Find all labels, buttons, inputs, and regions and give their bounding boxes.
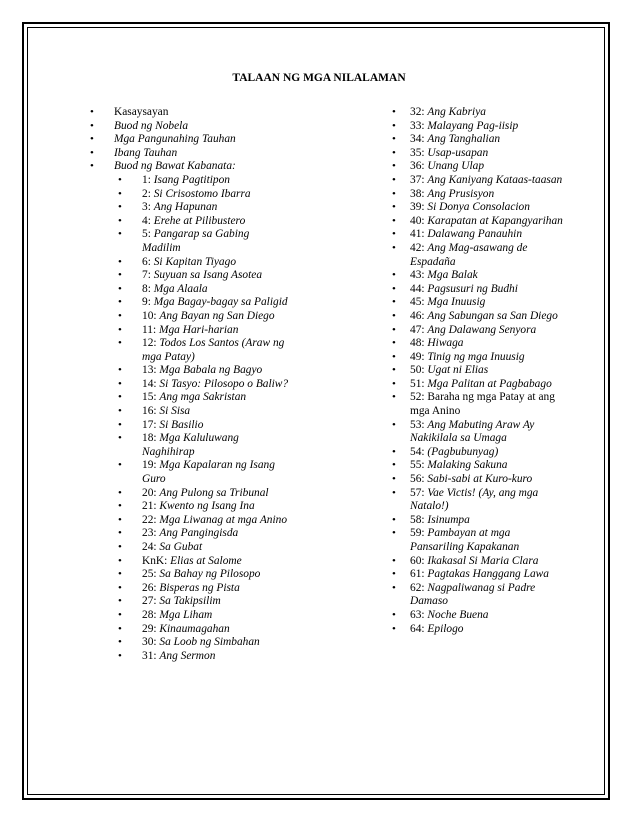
toc-entry-title: Pagsusuri ng Budhi [427,282,518,295]
toc-entry [390,609,565,623]
toc-entry-title: Kwento ng Isang Ina [159,500,255,513]
toc-entry-title: Malayang Pag-iisip [427,119,519,132]
toc-entry-title: Suyuan sa Isang Asotea [153,269,263,282]
toc-entry-number: 41: [410,228,425,241]
toc-entry-title: Ikakasal Si Maria Clara [427,554,539,567]
toc-entry [390,120,565,134]
toc-entry-title: Buod ng Bawat Kabanata: [114,160,236,173]
toc-entry-title: Dalawang Panauhin [427,228,523,241]
toc-entry-title: Mga Pangunahing Tauhan [114,133,236,146]
toc-entry-number: 23: [142,527,157,540]
toc-entry-number: 56: [410,473,425,486]
toc-entry-title: Buod ng Nobela [114,119,189,132]
toc-entry-number: 63: [410,608,425,621]
toc-entry-title: Ang Pangingisda [159,527,239,540]
toc-entry-title: Unang Ulap [427,160,485,173]
toc-entry-number: 9: [142,296,151,309]
toc-entry-title: Todos Los Santos (Araw ng mga Patay) [142,337,285,363]
toc-entry [90,120,290,134]
toc-entry-number: KnK: [142,554,168,567]
toc-entry-number: 38: [410,187,425,200]
toc-left-column [90,106,290,663]
toc-entry [390,582,565,609]
toc-entry [390,514,565,528]
toc-entry-number: 11: [142,323,157,336]
toc-entry-title: Si Kapitan Tiyago [153,255,237,268]
toc-entry [390,527,565,554]
toc-entry [90,419,290,433]
toc-entry [90,228,290,255]
toc-entry-number: 60: [410,554,425,567]
toc-entry-number: 1: [142,173,151,186]
toc-entry-number: 49: [410,350,425,363]
toc-entry [90,106,290,120]
toc-entry-number: 30: [142,636,157,649]
toc-entry-title: Ang Dalawang Senyora [427,323,537,336]
toc-entry-title: (Pagbubunyag) [427,445,499,458]
toc-entry-number: 17: [142,418,157,431]
toc-entry [390,459,565,473]
toc-entry [390,310,565,324]
toc-entry [90,337,290,364]
toc-entry-number: 3: [142,201,151,214]
toc-entry-number: 37: [410,173,425,186]
toc-entry-number: 19: [142,459,157,472]
toc-entry-number: 12: [142,337,157,350]
toc-entry-title: Noche Buena [427,608,489,621]
toc-entry-title: Mga Liwanag at mga Anino [159,513,288,526]
toc-entry-title: Sa Takipsilim [159,595,221,608]
toc-entry-number: 36: [410,160,425,173]
toc-entry-number: 7: [142,269,151,282]
toc-entry [390,269,565,283]
toc-right-column [390,106,565,636]
toc-entry-title: Pagtakas Hanggang Lawa [427,568,549,581]
toc-entry-title: Malaking Sakuna [427,459,508,472]
toc-entry-title: Sabi-sabi at Kuro-kuro [427,473,533,486]
toc-entry-title: Mga Hari-harian [159,323,239,336]
toc-entry-title: Vae Victis! (Ay, ang mga Natalo!) [410,486,539,513]
toc-entry [90,541,290,555]
toc-entry [90,201,290,215]
toc-entry [90,568,290,582]
toc-entry [90,188,290,202]
toc-entry [390,174,565,188]
toc-entry [90,595,290,609]
toc-entry-title: Karapatan at Kapangyarihan [427,214,563,227]
toc-entry-title: Ugat ni Elias [427,364,489,377]
toc-entry [390,215,565,229]
toc-entry [90,269,290,283]
toc-entry [390,473,565,487]
toc-entry-title: Ang Mag-asawang de Espadaña [410,241,528,268]
toc-entry-number: 35: [410,146,425,159]
toc-entry-title: Sa Bahay ng Pilosopo [159,568,261,581]
toc-entry [90,283,290,297]
toc-entry [90,378,290,392]
toc-entry-title: Mga Kaluluwang Naghihirap [142,432,239,458]
toc-entry-title: Mga Inuusig [427,296,486,309]
toc-entry-title: Si Crisostomo Ibarra [153,187,251,200]
toc-entry [390,378,565,392]
toc-entry-title: Tinig ng mga Inuusig [427,350,525,363]
toc-entry [390,364,565,378]
toc-entry [90,310,290,324]
toc-entry-number: 5: [142,228,151,241]
toc-entry-number: 61: [410,568,425,581]
toc-entry [90,459,290,486]
toc-entry-title: Kasaysayan [114,106,169,118]
toc-entry [390,391,565,418]
toc-entry-number: 42: [410,241,425,254]
toc-entry-number: 29: [142,622,157,635]
toc-entry-number: 32: [410,106,425,118]
toc-entry-number: 21: [142,500,157,513]
toc-entry [90,650,290,664]
toc-entry [390,487,565,514]
toc-entry-title: Isang Pagtitipon [153,173,230,186]
toc-entry [390,446,565,460]
toc-entry-number: 40: [410,214,425,227]
toc-entry [90,147,290,161]
toc-entry-number: 39: [410,201,425,214]
toc-entry [390,296,565,310]
toc-entry [390,419,565,446]
toc-entry [90,623,290,637]
toc-entry-title: Mga Balak [427,269,478,282]
toc-entry-number: 26: [142,581,157,594]
toc-entry-title: Pangarap sa Gabing Madilim [142,228,250,254]
toc-entry [90,405,290,419]
toc-entry [390,228,565,242]
toc-entry [390,568,565,582]
toc-entry-title: Si Basilio [159,418,204,431]
toc-entry-number: 50: [410,364,425,377]
toc-entry-number: 28: [142,608,157,621]
toc-entry-number: 51: [410,377,425,390]
toc-entry-title: Ang Kaniyang Kataas-taasan [427,173,563,186]
toc-entry-number: 10: [142,309,157,322]
toc-entry [90,174,290,188]
toc-entry-number: 27: [142,595,157,608]
toc-entry-title: Hiwaga [427,337,464,350]
toc-top-list [90,106,290,174]
toc-entry-number: 47: [410,323,425,336]
toc-chapter-list-right [390,106,565,636]
toc-entry-title: Elias at Salome [170,554,242,567]
toc-entry [90,609,290,623]
toc-entry [90,160,290,174]
toc-entry [390,623,565,637]
toc-entry [390,555,565,569]
toc-entry-number: 25: [142,568,157,581]
toc-entry [90,324,290,338]
toc-entry-title: Erehe at Pilibustero [153,214,246,227]
toc-entry-number: 16: [142,405,157,418]
toc-entry-number: 43: [410,269,425,282]
toc-entry-number: 33: [410,119,425,132]
toc-entry-title: Ang Prusisyon [427,187,495,200]
toc-entry-number: 8: [142,282,151,295]
toc-entry-number: 18: [142,432,157,445]
toc-entry-title: Ang Kabriya [427,106,486,118]
toc-entry-title: Baraha ng mga Patay at ang mga Anino [410,391,555,418]
toc-entry-title: Sa Loob ng Simbahan [159,636,260,649]
toc-entry-number: 55: [410,459,425,472]
toc-entry-number: 44: [410,282,425,295]
toc-entry [90,582,290,596]
toc-entry [390,133,565,147]
toc-entry-number: 24: [142,541,157,553]
toc-entry [90,215,290,229]
toc-entry [90,500,290,514]
toc-entry [90,364,290,378]
toc-entry-title: Ang Mabuting Araw Ay Nakikilala sa Umaga [410,418,535,445]
toc-entry [90,296,290,310]
toc-entry-number: 48: [410,337,425,350]
toc-entry-title: Ang Sermon [159,649,216,662]
toc-entry [90,636,290,650]
toc-entry-number: 58: [410,513,425,526]
toc-entry-title: Mga Liham [159,608,213,621]
toc-entry-title: Mga Babala ng Bagyo [159,364,263,377]
toc-entry-title: Usap-usapan [427,146,489,159]
toc-entry [390,337,565,351]
toc-entry-number: 62: [410,581,425,594]
toc-entry-number: 64: [410,622,425,635]
toc-entry [90,256,290,270]
toc-entry-number: 57: [410,486,425,499]
toc-entry-title: Si Donya Consolacion [427,201,530,214]
toc-entry-title: Bisperas ng Pista [159,581,240,594]
toc-entry [390,283,565,297]
toc-entry-number: 15: [142,391,157,404]
toc-entry [390,188,565,202]
toc-entry-title: Ang Tanghalian [427,133,501,146]
toc-entry-number: 46: [410,309,425,322]
toc-entry-number: 34: [410,133,425,146]
toc-entry-number: 6: [142,255,151,268]
toc-entry-title: Mga Alaala [153,282,208,295]
toc-entry-number: 20: [142,486,157,499]
toc-entry-title: Ang mga Sakristan [159,391,247,404]
toc-entry [390,106,565,120]
toc-entry [90,487,290,501]
toc-entry-number: 52: [410,391,425,404]
toc-entry-number: 54: [410,445,425,458]
toc-entry-number: 22: [142,513,157,526]
toc-entry [390,160,565,174]
toc-entry [390,147,565,161]
toc-entry-title: Mga Bagay-bagay sa Paligid [153,296,288,309]
toc-chapter-list-left [90,174,290,663]
toc-entry [90,555,290,569]
toc-entry-title: Ang Pulong sa Tribunal [159,486,269,499]
toc-entry-number: 14: [142,377,157,390]
toc-entry [390,201,565,215]
toc-entry-title: Ang Sabungan sa San Diego [427,309,558,322]
toc-entry-title: Ibang Tauhan [114,146,178,159]
toc-entry-title: Mga Palitan at Pagbabago [427,377,552,390]
toc-entry-title: Kinaumagahan [159,622,230,635]
toc-entry-title: Epilogo [427,622,464,635]
toc-entry-number: 31: [142,649,157,662]
toc-entry-number: 4: [142,214,151,227]
toc-entry-number: 13: [142,364,157,377]
toc-entry-title: Nagpaliwanag si Padre Damaso [410,581,536,608]
toc-entry-number: 59: [410,527,425,540]
toc-entry-title: Sa Gubat [159,541,203,553]
toc-entry-title: Mga Kapalaran ng Isang Guro [142,459,275,486]
toc-entry [390,242,565,269]
toc-entry-number: 53: [410,418,425,431]
page-title: TALAAN NG MGA NILALAMAN [232,72,406,84]
toc-entry [90,391,290,405]
toc-entry [90,133,290,147]
toc-entry-title: Si Tasyo: Pilosopo o Baliw? [159,377,289,390]
toc-entry-title: Si Sisa [159,405,191,418]
toc-entry [390,324,565,338]
toc-entry [90,527,290,541]
toc-entry-title: Pambayan at mga Pansariling Kapakanan [410,527,520,553]
toc-entry [90,432,290,459]
toc-entry-title: Isinumpa [427,513,470,526]
toc-entry [390,351,565,365]
toc-entry-number: 2: [142,187,151,200]
toc-entry-title: Ang Hapunan [153,201,218,214]
toc-entry-title: Ang Bayan ng San Diego [159,309,275,322]
toc-entry [90,514,290,528]
toc-entry-number: 45: [410,296,425,309]
